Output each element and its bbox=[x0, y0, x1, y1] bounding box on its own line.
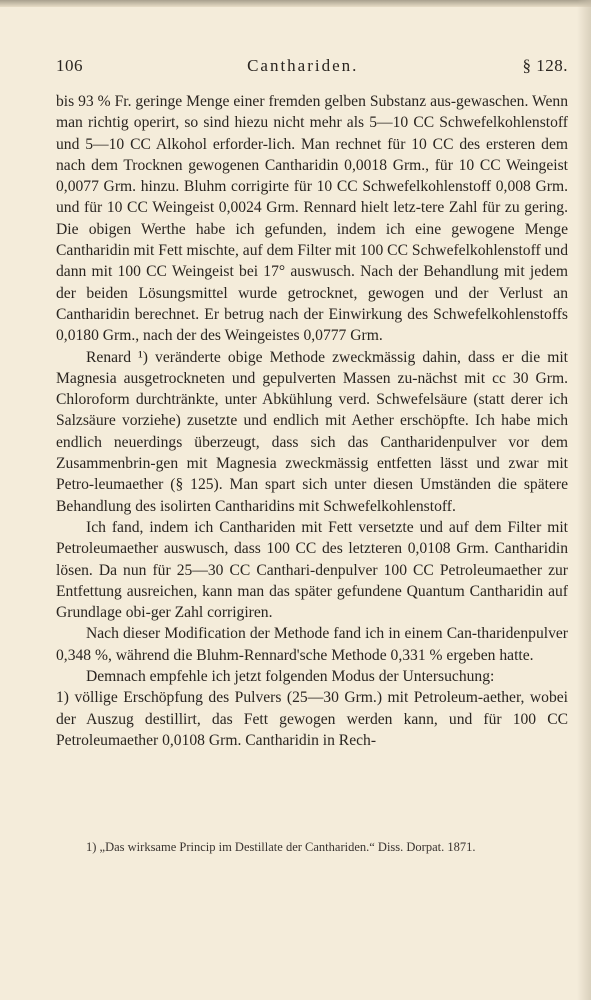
chapter-title: Canthariden. bbox=[247, 56, 359, 75]
paragraph: Nach dieser Modification der Methode fand ich in einem Can-tharidenpulver 0,348 %, während die Bluhm-Rennard'sche Methode 0,331 % ergeben hatte. bbox=[56, 625, 568, 664]
body-text bbox=[56, 91, 568, 751]
paragraph: bis 93 % Fr. geringe Menge einer fremden gelben Substanz aus-gewaschen. Wenn man richtig operirt, so sind hiezu nicht mehr als 5—10 CC Schwefelkohlenstoff und 5—10 CC Alkohol erforder-lich. Man rechnet für 10 CC des ersteren dem nach dem Trocknen gewogenen Cantharidin 0,0018 Grm., für 10 CC Weingeist 0,0077 Grm. hinzu. Bluhm corrigirte für 10 CC Schwefelkohlenstoff 0,008 Grm. und für 10 CC Weingeist 0,0024 Grm. Rennard hielt letz-tere Zahl für zu gering. Die obigen Werthe habe ich gefunden, indem ich eine gewogene Menge Cantharidin mit Fett mischte, auf dem Filter mit 100 CC Schwefelkohlenstoff und dann mit 100 CC Weingeist bei 17° auswusch. Nach der Behandlung mit jedem der beiden Lösungsmittel wurde getrocknet, gewogen und der Verlust an Cantharidin berechnet. Er betrug nach der Einwirkung des Schwefelkohlenstoffs 0,0180 Grm., nach der des Weingeistes 0,0777 Grm. bbox=[56, 93, 568, 345]
paragraph: 1) völlige Erschöpfung des Pulvers (25—30 Grm.) mit Petroleum-aether, wobei der Auszug destillirt, das Fett gewogen werden kann, und für 100 CC Petroleumaether 0,0108 Grm. Cantharidin in Rech- bbox=[56, 689, 568, 749]
page-binding-shadow bbox=[577, 0, 591, 1000]
section-number: § 128. bbox=[522, 56, 568, 75]
footnote: 1) „Das wirksame Princip im Destillate der Canthariden.“ Diss. Dorpat. 1871. bbox=[86, 840, 476, 855]
paragraph: Demnach empfehle ich jetzt folgenden Modus der Untersuchung: bbox=[86, 668, 495, 686]
page-number: 106 bbox=[56, 56, 83, 75]
book-page bbox=[56, 56, 568, 869]
paragraph: Ich fand, indem ich Canthariden mit Fett versetzte und auf dem Filter mit Petroleumaether auswusch, dass 100 CC des letzteren 0,0108 Grm. Cantharidin lösen. Da nun für 25—30 CC Canthari-denpulver 100 CC Petroleumaether zur Entfettung ausreichen, kann man das später gefundene Quantum Cantharidin auf Grundlage obi-ger Zahl corrigiren. bbox=[56, 518, 568, 622]
page-top-edge bbox=[0, 0, 591, 7]
running-head bbox=[56, 56, 568, 86]
paragraph: Renard ¹) veränderte obige Methode zweckmässig dahin, dass er die mit Magnesia ausgetrockneten und gepulverten Massen zu-nächst mit cc 30 Grm. Chloroform durchtränkte, unter Abkühlung verd. Schwefelsäure (statt derer ich Salzsäure vorziehe) zusetzte und endlich mit Aether erschöpfte. Ich habe mich endlich neuerdings überzeugt, dass sich das Cantharidenpulver vor dem Zusammenbrin-gen mit Magnesia zweckmässig entfetten lässt und zwar mit Petro-leumaether (§ 125). Man spart sich unter diesen Umständen die spätere Behandlung des isolirten Cantharidins mit Schwefelkohlenstoff. bbox=[56, 348, 568, 515]
